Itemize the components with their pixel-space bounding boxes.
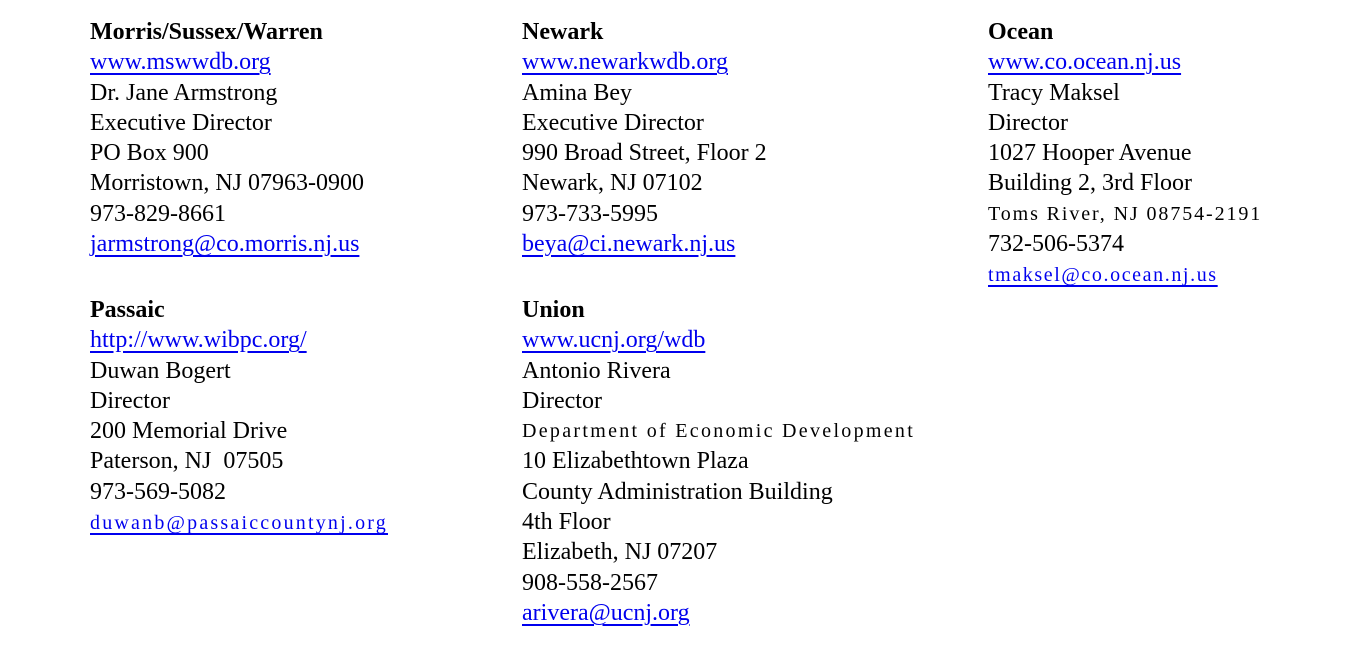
website-link[interactable]: http://www.wibpc.org/ (90, 327, 307, 354)
email-link[interactable]: duwanb@passaiccountynj.org (90, 512, 388, 535)
contact-title: Executive Director (522, 109, 704, 136)
phone-number: 973-569-5082 (90, 478, 226, 505)
email-link[interactable]: beya@ci.newark.nj.us (522, 231, 736, 258)
address-line-2: County Administration Building (522, 478, 833, 505)
city-state-zip: Paterson, NJ 07505 (90, 448, 284, 475)
website-link[interactable]: www.ucnj.org/wdb (522, 327, 706, 354)
address-line: 10 Elizabethtown Plaza (522, 448, 749, 475)
phone-number: 732-506-5374 (988, 231, 1124, 258)
department-line: Department of Economic Development (522, 420, 916, 443)
address-line-2: Building 2, 3rd Floor (988, 170, 1193, 197)
email-link[interactable]: arivera@ucnj.org (522, 599, 690, 626)
board-name: Morris/Sussex/Warren (90, 19, 323, 45)
website-link[interactable]: www.newarkwdb.org (522, 49, 728, 76)
city-state-zip: Newark, NJ 07102 (522, 170, 703, 197)
phone-number: 973-733-5995 (522, 200, 658, 227)
entry-ocean (988, 17, 1348, 291)
address-line: 200 Memorial Drive (90, 418, 288, 445)
entry-passaic (90, 295, 530, 538)
entry-union (522, 295, 962, 628)
contact-title: Director (522, 387, 602, 414)
address-line-3: 4th Floor (522, 509, 611, 536)
contact-name: Duwan Bogert (90, 357, 231, 384)
email-link[interactable]: jarmstrong@co.morris.nj.us (90, 231, 360, 258)
phone-number: 973-829-8661 (90, 200, 226, 227)
contact-title: Director (988, 109, 1068, 136)
entry-morris-sussex-warren (90, 17, 530, 259)
contact-title: Director (90, 387, 170, 414)
city-state-zip: Morristown, NJ 07963-0900 (90, 170, 364, 197)
address-line: PO Box 900 (90, 140, 209, 167)
board-name: Union (522, 297, 585, 323)
contact-name: Dr. Jane Armstrong (90, 79, 278, 106)
contact-title: Executive Director (90, 109, 272, 136)
city-state-zip: Toms River, NJ 08754-2191 (988, 202, 1263, 225)
website-link[interactable]: www.co.ocean.nj.us (988, 49, 1182, 76)
contact-name: Tracy Maksel (988, 79, 1120, 106)
board-name: Ocean (988, 19, 1054, 45)
email-link[interactable]: tmaksel@co.ocean.nj.us (988, 264, 1218, 287)
address-line: 990 Broad Street, Floor 2 (522, 140, 767, 167)
board-name: Passaic (90, 297, 165, 323)
phone-number: 908-558-2567 (522, 569, 658, 596)
website-link[interactable]: www.mswwdb.org (90, 49, 271, 76)
contact-name: Antonio Rivera (522, 357, 671, 384)
city-state-zip: Elizabeth, NJ 07207 (522, 539, 718, 566)
address-line: 1027 Hooper Avenue (988, 140, 1192, 167)
board-name: Newark (522, 19, 604, 45)
contact-name: Amina Bey (522, 79, 632, 106)
entry-newark (522, 17, 962, 259)
